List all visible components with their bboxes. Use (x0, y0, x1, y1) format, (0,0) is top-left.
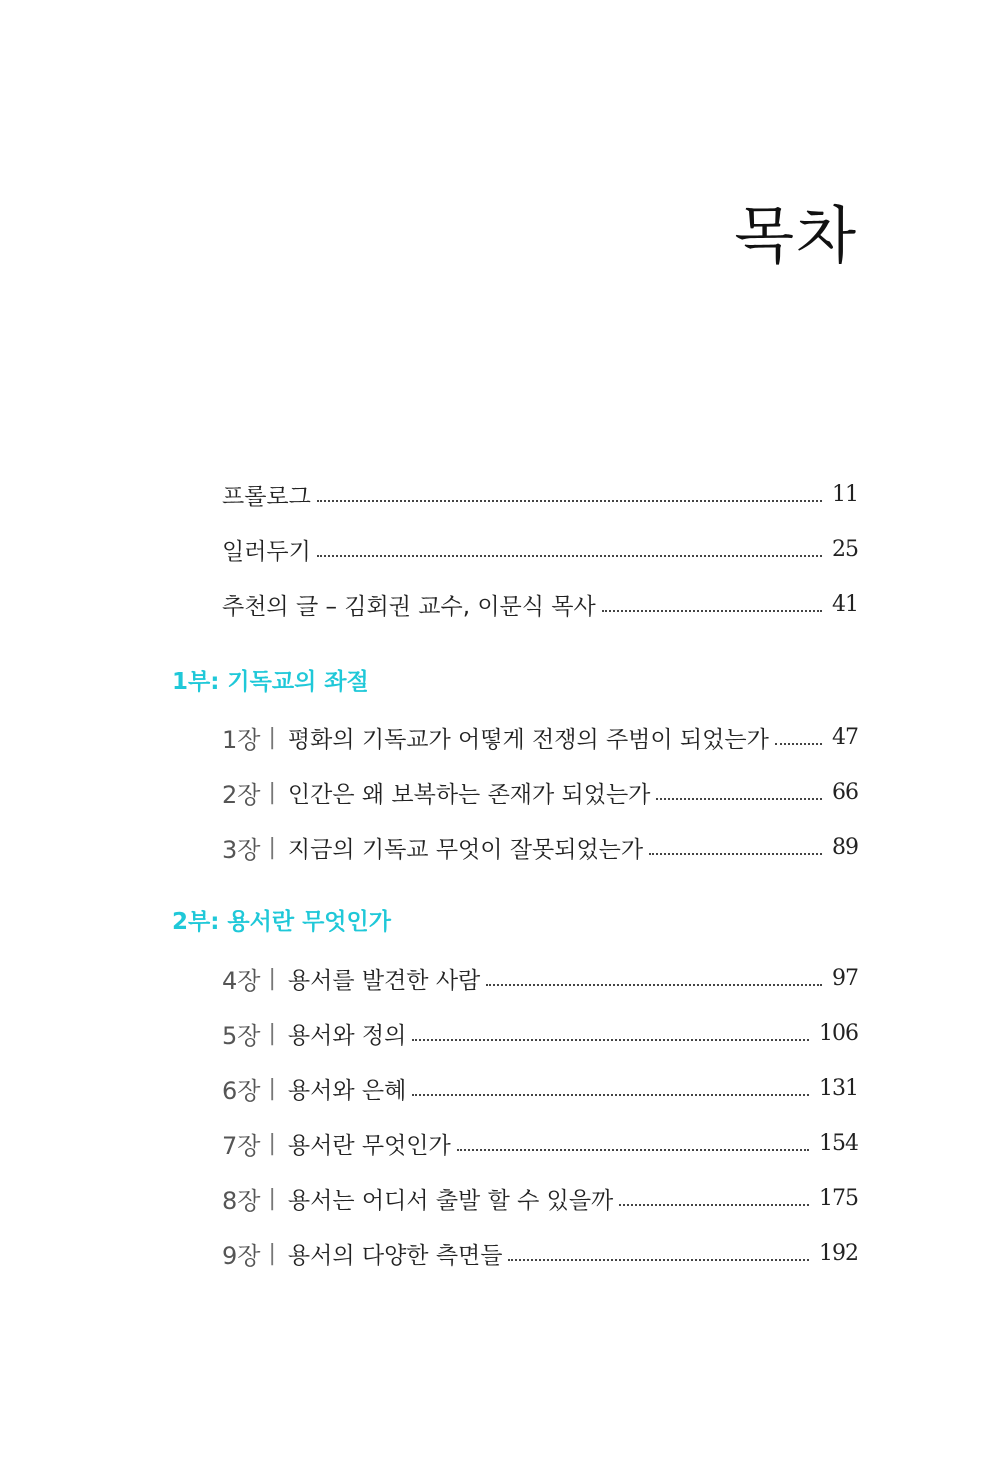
chapter-separator: | (268, 724, 276, 750)
toc-entry-chapter-8[interactable] (222, 1170, 858, 1226)
part-heading-1[interactable]: 1부: 기독교의 좌절 (172, 669, 369, 695)
toc-entry-label: 용서란 무엇인가 (287, 1132, 451, 1159)
dot-leader (486, 983, 822, 986)
toc-entry-label: 지금의 기독교 무엇이 잘못되었는가 (287, 836, 644, 863)
toc-entry-label: 용서를 발견한 사람 (287, 967, 481, 994)
chapter-separator: | (268, 1185, 276, 1211)
toc-entry-chapter-5[interactable] (222, 1005, 858, 1061)
part-heading-2[interactable]: 2부: 용서란 무엇인가 (172, 909, 391, 935)
toc-entry-chapter-6[interactable] (222, 1060, 858, 1116)
dot-leader (602, 609, 822, 612)
toc-entry-prologue[interactable] (222, 466, 858, 522)
chapter-number: 8장 (222, 1186, 261, 1215)
toc-entry-label: 용서와 정의 (287, 1022, 407, 1049)
chapter-number: 4장 (222, 966, 261, 995)
toc-entry-chapter-3[interactable] (222, 819, 858, 875)
toc-page-number: 175 (819, 1185, 858, 1211)
toc-page-number: 66 (832, 779, 858, 805)
chapter-separator: | (268, 1130, 276, 1156)
chapter-number: 3장 (222, 835, 261, 864)
toc-entry-label: 추천의 글 – 김회권 교수, 이문식 목사 (222, 593, 596, 620)
chapter-separator: | (268, 1240, 276, 1266)
toc-entry-chapter-7[interactable] (222, 1115, 858, 1171)
dot-leader (412, 1038, 809, 1041)
chapter-number: 2장 (222, 780, 261, 809)
chapter-separator: | (268, 965, 276, 991)
toc-entry-label: 용서는 어디서 출발 할 수 있을까 (287, 1187, 614, 1214)
toc-entry-recommendation[interactable] (222, 576, 858, 632)
toc-entry-notes[interactable] (222, 521, 858, 577)
toc-page-number: 106 (819, 1020, 858, 1046)
dot-leader (317, 554, 822, 557)
toc-entry-label: 프롤로그 (222, 483, 311, 510)
dot-leader (656, 797, 822, 800)
toc-entry-label: 인간은 왜 보복하는 존재가 되었는가 (287, 781, 651, 808)
toc-entry-chapter-1[interactable] (222, 709, 858, 765)
toc-entry-chapter-9[interactable] (222, 1225, 858, 1281)
dot-leader (457, 1148, 809, 1151)
toc-page-number: 25 (832, 536, 858, 562)
chapter-number: 6장 (222, 1076, 261, 1105)
toc-page-number: 11 (832, 481, 858, 507)
chapter-number: 5장 (222, 1021, 261, 1050)
dot-leader (619, 1203, 809, 1206)
dot-leader (317, 499, 822, 502)
dot-leader (412, 1093, 809, 1096)
toc-entry-label: 용서와 은혜 (287, 1077, 407, 1104)
toc-entry-label: 평화의 기독교가 어떻게 전쟁의 주범이 되었는가 (287, 726, 769, 753)
toc-entry-chapter-2[interactable] (222, 764, 858, 820)
toc-page-number: 131 (819, 1075, 858, 1101)
toc-entry-label: 일러두기 (222, 538, 311, 565)
toc-page-number: 41 (832, 591, 858, 617)
chapter-separator: | (268, 834, 276, 860)
toc-page-number: 97 (832, 965, 858, 991)
toc-page-number: 89 (832, 834, 858, 860)
chapter-number: 7장 (222, 1131, 261, 1160)
chapter-separator: | (268, 779, 276, 805)
chapter-separator: | (268, 1075, 276, 1101)
toc-page-number: 154 (819, 1130, 858, 1156)
page-title: 목차 (734, 199, 858, 272)
toc-page-number: 47 (832, 724, 858, 750)
toc-page-number: 192 (819, 1240, 858, 1266)
dot-leader (649, 852, 822, 855)
chapter-number: 1장 (222, 725, 261, 754)
toc-entry-label: 용서의 다양한 측면들 (287, 1242, 503, 1269)
dot-leader (508, 1258, 809, 1261)
chapter-number: 9장 (222, 1241, 261, 1270)
dot-leader (775, 742, 822, 745)
toc-entry-chapter-4[interactable] (222, 950, 858, 1006)
chapter-separator: | (268, 1020, 276, 1046)
